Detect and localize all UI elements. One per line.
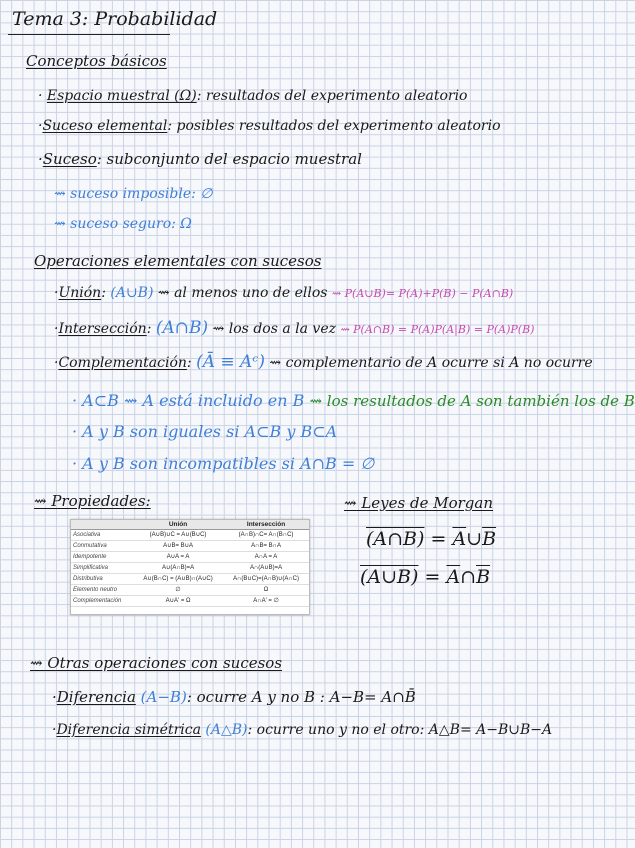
table-row: [71, 562, 309, 573]
table-cell: (A∩B)∩C= A∩(B∩C): [223, 530, 309, 541]
complementacion-symbol: (Ā ≡ Aᶜ): [196, 352, 265, 372]
union-term: Unión: [58, 285, 102, 301]
table-cell: A∪(A∩B)=A: [133, 562, 223, 573]
table-row: [71, 530, 309, 541]
table-row: [71, 584, 309, 595]
suceso-elemental-rest: : posibles resultados del experimento aleatorio: [167, 118, 501, 134]
union-line: ·Unión: (A∪B) ⇝ al menos uno de ellos ⇝ P(A∪B)= P(A)+P(B) − P(A∩B): [54, 285, 514, 301]
table-row: [71, 595, 309, 606]
diferencia-symbol: (A−B): [140, 688, 187, 706]
table-header-row: [71, 520, 309, 530]
morgan-law2-a: $\overline{A}$: [446, 566, 461, 588]
diferencia-line: ·Diferencia (A−B): ocurre A y no B : A−B= A∩B̄: [52, 688, 416, 706]
simetrica-term: Diferencia simétrica: [56, 722, 201, 738]
complementacion-line: ·Complementación: (Ā ≡ Aᶜ) ⇝ complementario de A ocurre si A no ocurre: [54, 352, 593, 372]
morgan-law2-left: (A∪B): [360, 566, 419, 588]
page-title: Tema 3: Probabilidad: [12, 8, 218, 30]
interseccion-term: Intersección: [58, 321, 147, 337]
espacio-rest: : resultados del experimento aleatorio: [196, 88, 468, 104]
table-header-cell: [71, 520, 133, 530]
complementacion-desc: ⇝ complementario de A ocurre si A no ocurre: [269, 355, 593, 371]
conceptos-heading: Conceptos básicos: [26, 52, 167, 70]
complementacion-colon: :: [186, 355, 192, 371]
table-cell: Asociativa: [71, 530, 133, 541]
diferencia-desc: : ocurre A y no B : A−B= A∩B̄: [186, 688, 416, 706]
morgan-law1-left: (A∩B): [366, 528, 425, 550]
suceso-imposible: ⇝ suceso imposible: ∅: [54, 186, 213, 202]
table-cell: (A∪B)∪C = A∪(B∪C): [133, 530, 223, 541]
simetrica-symbol: (A△B): [205, 722, 248, 738]
suceso-term: Suceso: [42, 150, 97, 168]
table-cell: A∩B= B∩A: [223, 540, 309, 551]
interseccion-desc: ⇝ los dos a la vez: [212, 321, 336, 337]
morgan-law1-a: $\overline{A}$: [452, 528, 467, 550]
title-underline: [8, 34, 170, 35]
espacio-muestral-line: · Espacio muestral (Ω): resultados del experimento aleatorio: [38, 88, 468, 104]
suceso-line: ·Suceso: subconjunto del espacio muestral: [38, 150, 362, 168]
morgan-law2-op: ∩: [460, 566, 477, 588]
espacio-term: Espacio muestral (Ω): [46, 88, 197, 104]
otras-heading: ⇝ Otras operaciones con sucesos: [30, 654, 283, 672]
complementacion-term: Complementación: [58, 355, 187, 371]
morgan-law2-b: $\overline{B}$: [476, 566, 491, 588]
union-colon: :: [101, 285, 106, 301]
interseccion-symbol: (A∩B): [155, 318, 209, 338]
suceso-rest: : subconjunto del espacio muestral: [96, 150, 362, 168]
morgan-law1-b: $\overline{B}$: [482, 528, 497, 550]
table-row: [71, 573, 309, 584]
incluido-line: [72, 391, 635, 410]
table-cell: Elemento neutro: [71, 584, 133, 595]
table-cell: A∩(A∪B)=A: [223, 562, 309, 573]
table-row: [71, 551, 309, 562]
diferencia-term: Diferencia: [56, 688, 136, 706]
interseccion-line: ·Intersección: (A∩B) ⇝ los dos a la vez ⇝ P(A∩B) = P(A)P(A|B) = P(A)P(B): [54, 318, 535, 338]
morgan-law-2: [360, 566, 490, 588]
union-symbol: (A∪B): [110, 285, 154, 301]
table-cell: A∪(B∩C) = (A∪B)∩(A∪C): [133, 573, 223, 584]
table-header-cell: Intersección: [223, 520, 309, 530]
union-formula: ⇝ P(A∪B)= P(A)+P(B) − P(A∩B): [331, 287, 514, 300]
table-cell: ∅: [133, 584, 223, 595]
interseccion-colon: :: [146, 321, 152, 337]
morgan-law1-eq: =: [424, 528, 453, 550]
incluido-green-text: ⇝ los resultados de A son también los de B: [309, 392, 635, 410]
operaciones-heading: Operaciones elementales con sucesos: [34, 252, 322, 270]
table-cell: Conmutativa: [71, 540, 133, 551]
table-cell: Idempotente: [71, 551, 133, 562]
table-cell: A∪A = A: [133, 551, 223, 562]
table-cell: Distributiva: [71, 573, 133, 584]
iguales-line: · A y B son iguales si A⊂B y B⊂A: [72, 422, 338, 441]
incluido-text: · A⊂B ⇝ A está incluido en B: [72, 391, 305, 410]
suceso-seguro: ⇝ suceso seguro: Ω: [54, 216, 192, 232]
table-row: [71, 540, 309, 551]
simetrica-line: ·Diferencia simétrica (A△B): ocurre uno y no el otro: A△B= A−B∪B−A: [52, 722, 553, 738]
morgan-heading: ⇝ Leyes de Morgan: [344, 494, 494, 512]
simetrica-desc: : ocurre uno y no el otro: A△B= A−B∪B−A: [247, 722, 553, 738]
table-cell: A∪A' = Ω: [133, 595, 223, 606]
table-cell: Simplificativa: [71, 562, 133, 573]
union-desc: ⇝ al menos uno de ellos: [157, 285, 328, 301]
table-cell: A∩A' = ∅: [223, 595, 309, 606]
interseccion-formula: ⇝ P(A∩B) = P(A)P(A|B) = P(A)P(B): [340, 323, 535, 336]
suceso-elemental-line: ·Suceso elemental: posibles resultados del experimento aleatorio: [38, 118, 501, 134]
table-cell: A∪B= B∪A: [133, 540, 223, 551]
table-cell: Ω: [223, 584, 309, 595]
table-cell: A∩(B∪C)=(A∩B)∪(A∩C): [223, 573, 309, 584]
propiedades-table: [70, 519, 310, 615]
incompatibles-line: · A y B son incompatibles si A∩B = ∅: [72, 454, 375, 473]
morgan-law1-op: ∪: [466, 528, 483, 550]
morgan-law2-eq: =: [418, 566, 447, 588]
table-cell: Complementación: [71, 595, 133, 606]
morgan-law-1: [366, 528, 496, 550]
propiedades-heading: ⇝ Propiedades:: [34, 492, 151, 510]
table-header-cell: Unión: [133, 520, 223, 530]
suceso-elemental-term: Suceso elemental: [42, 118, 168, 134]
table-cell: A∩A = A: [223, 551, 309, 562]
